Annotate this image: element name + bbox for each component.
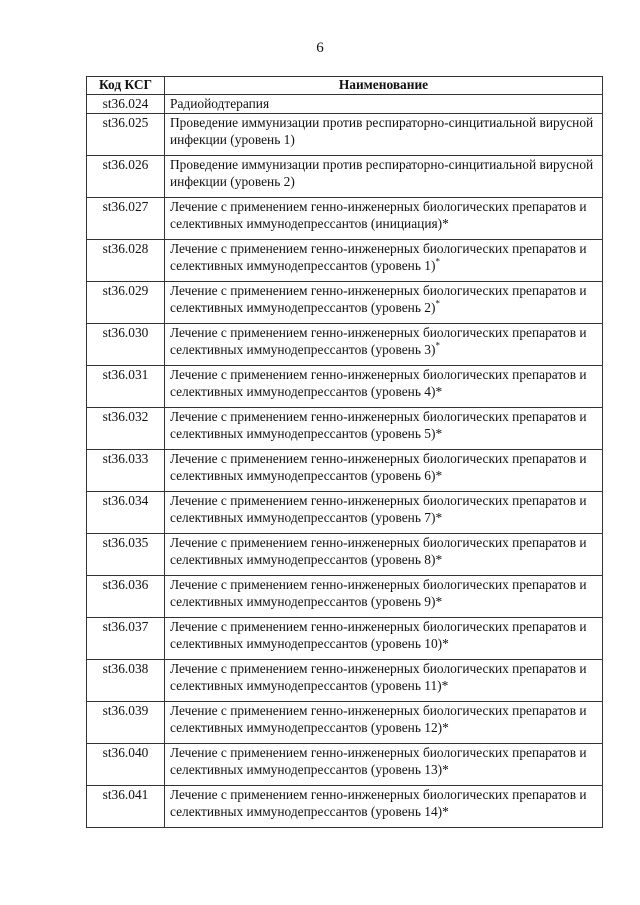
ksg-name-cell (165, 94, 603, 114)
ksg-code-cell: st36.040 (87, 744, 165, 786)
ksg-code-cell: st36.024 (87, 94, 165, 114)
table-row (87, 198, 603, 240)
ksg-name-cell (165, 324, 603, 366)
ksg-name-text: Лечение с применением генно-инженерных биологических препаратов и селективных иммунодепрессантов (уровень 7)* (170, 493, 587, 525)
ksg-name-cell (165, 240, 603, 282)
header-name: Наименование (165, 77, 603, 95)
table-row (87, 702, 603, 744)
ksg-code-cell: st36.028 (87, 240, 165, 282)
table-row (87, 576, 603, 618)
ksg-code-cell: st36.027 (87, 198, 165, 240)
ksg-code-cell: st36.033 (87, 450, 165, 492)
ksg-name-cell (165, 366, 603, 408)
footnote-mark: * (435, 256, 440, 267)
ksg-code-cell: st36.029 (87, 282, 165, 324)
table-row (87, 156, 603, 198)
ksg-name-cell (165, 660, 603, 702)
ksg-code-cell: st36.031 (87, 366, 165, 408)
ksg-code-cell: st36.035 (87, 534, 165, 576)
ksg-name-text: Лечение с применением генно-инженерных биологических препаратов и селективных иммунодепрессантов (уровень 5)* (170, 409, 587, 441)
ksg-name-text: Проведение иммунизации против респираторно-синцитиальной вирусной инфекции (уровень 2) (170, 157, 594, 189)
ksg-name-cell (165, 618, 603, 660)
ksg-name-text: Лечение с применением генно-инженерных биологических препаратов и селективных иммунодепрессантов (уровень 8)* (170, 535, 587, 567)
ksg-name-text: Лечение с применением генно-инженерных биологических препаратов и селективных иммунодепрессантов (уровень 2) (170, 283, 587, 315)
table-row (87, 450, 603, 492)
table-row (87, 660, 603, 702)
page-number: 6 (316, 40, 324, 56)
ksg-name-cell (165, 576, 603, 618)
ksg-table (86, 76, 603, 828)
ksg-code-cell: st36.032 (87, 408, 165, 450)
table-row (87, 618, 603, 660)
ksg-name-text: Лечение с применением генно-инженерных биологических препаратов и селективных иммунодепрессантов (уровень 1) (170, 241, 587, 273)
table-header-row (87, 77, 603, 95)
table-row (87, 744, 603, 786)
ksg-name-text: Лечение с применением генно-инженерных биологических препаратов и селективных иммунодепрессантов (уровень 3) (170, 325, 587, 357)
ksg-name-cell (165, 156, 603, 198)
ksg-code-cell: st36.034 (87, 492, 165, 534)
table-row (87, 94, 603, 114)
ksg-name-cell (165, 450, 603, 492)
ksg-name-text: Лечение с применением генно-инженерных биологических препаратов и селективных иммунодепрессантов (уровень 11)* (170, 661, 587, 693)
ksg-code-cell: st36.026 (87, 156, 165, 198)
ksg-name-cell (165, 114, 603, 156)
ksg-name-cell (165, 492, 603, 534)
table-row (87, 240, 603, 282)
table-row (87, 324, 603, 366)
ksg-name-cell (165, 282, 603, 324)
table-row (87, 786, 603, 828)
ksg-name-cell (165, 408, 603, 450)
ksg-name-cell (165, 786, 603, 828)
ksg-code-cell: st36.041 (87, 786, 165, 828)
ksg-name-text: Лечение с применением генно-инженерных биологических препаратов и селективных иммунодепрессантов (инициация)* (170, 199, 587, 231)
ksg-name-text: Лечение с применением генно-инженерных биологических препаратов и селективных иммунодепрессантов (уровень 4)* (170, 367, 587, 399)
ksg-name-cell (165, 534, 603, 576)
ksg-code-cell: st36.038 (87, 660, 165, 702)
ksg-code-cell: st36.039 (87, 702, 165, 744)
table-row (87, 492, 603, 534)
table-row (87, 114, 603, 156)
ksg-name-text: Лечение с применением генно-инженерных биологических препаратов и селективных иммунодепрессантов (уровень 6)* (170, 451, 587, 483)
ksg-name-text: Проведение иммунизации против респираторно-синцитиальной вирусной инфекции (уровень 1) (170, 115, 594, 147)
table-row (87, 282, 603, 324)
ksg-name-cell (165, 702, 603, 744)
ksg-name-text: Лечение с применением генно-инженерных биологических препаратов и селективных иммунодепрессантов (уровень 14)* (170, 787, 587, 819)
ksg-name-text: Радиойодтерапия (170, 95, 270, 111)
header-code: Код КСГ (87, 77, 165, 95)
ksg-code-cell: st36.025 (87, 114, 165, 156)
ksg-name-text: Лечение с применением генно-инженерных биологических препаратов и селективных иммунодепрессантов (уровень 12)* (170, 703, 587, 735)
ksg-name-text: Лечение с применением генно-инженерных биологических препаратов и селективных иммунодепрессантов (уровень 13)* (170, 745, 587, 777)
table-row (87, 366, 603, 408)
ksg-code-cell: st36.036 (87, 576, 165, 618)
table-body (87, 94, 603, 828)
table-row (87, 534, 603, 576)
ksg-name-cell (165, 198, 603, 240)
footnote-mark: * (435, 340, 440, 351)
ksg-name-text: Лечение с применением генно-инженерных биологических препаратов и селективных иммунодепрессантов (уровень 10)* (170, 619, 587, 651)
table-row (87, 408, 603, 450)
ksg-code-cell: st36.037 (87, 618, 165, 660)
footnote-mark: * (435, 298, 440, 309)
ksg-code-cell: st36.030 (87, 324, 165, 366)
ksg-name-text: Лечение с применением генно-инженерных биологических препаратов и селективных иммунодепрессантов (уровень 9)* (170, 577, 587, 609)
ksg-name-cell (165, 744, 603, 786)
